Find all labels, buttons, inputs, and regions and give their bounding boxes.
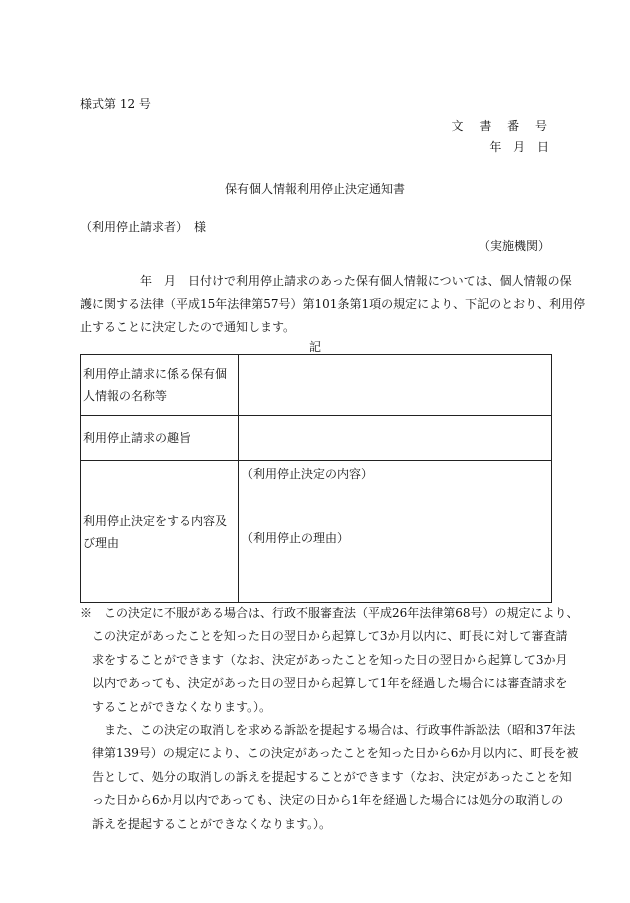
document-number-label: 文 書 番 号 [451, 119, 553, 133]
decision-reason-label: （利用停止の理由） [241, 531, 350, 545]
notes [80, 602, 579, 836]
note-line: 以内であっても、決定があった日の翌日から起算して1年を経過した場合には審査請求を [92, 676, 568, 691]
body-line: 護に関する法律（平成15年法律第57号）第101条第1項の規定により、下記のとおり、利用停 [80, 297, 586, 311]
note-line: った日から6か月以内であっても、決定の日から1年を経過した場合には処分の取消しの [92, 793, 564, 808]
table-label-decision-reason: 利用停止決定をする内容及び理由 [81, 461, 239, 603]
table-row [81, 461, 552, 603]
form-number: 様式第 12 号 [80, 97, 151, 111]
decision-table [80, 354, 552, 603]
body-line: 年 月 日付けで利用停止請求のあった保有個人情報については、個人情報の保 [80, 274, 572, 288]
table-label-info-name: 利用停止請求に係る保有個人情報の名称等 [81, 355, 239, 416]
note-line: ※ この決定に不服がある場合は、行政不服審査法（平成26年法律第68号）の規定により、 [80, 606, 579, 620]
table-row [81, 355, 552, 416]
addressee: （利用停止請求者） 様 [80, 220, 207, 234]
table-label-purpose: 利用停止請求の趣旨 [81, 416, 239, 461]
note-line: また、この決定の取消しを求める訴訟を提起する場合は、行政事件訴訟法（昭和37年法 [92, 723, 576, 738]
page-title: 保有個人情報利用停止決定通知書 [224, 182, 405, 196]
note-line: 律第139号）の規定により、この決定があったことを知った日から6か月以内に、町長を被 [92, 746, 579, 761]
body-line: 止することに決定したので通知します。 [80, 320, 296, 334]
table-value-purpose [239, 416, 552, 461]
note-line: この決定があったことを知った日の翌日から起算して3か月以内に、町長に対して審査請 [92, 629, 568, 644]
date-label: 年 月 日 [489, 140, 553, 154]
note-line: 訴えを提起することができなくなります。）。 [92, 816, 332, 831]
note-line: 告として、処分の取消しの訴えを提起することができます（なお、決定があったことを知 [92, 769, 572, 784]
issuing-agency: （実施機関） [477, 239, 550, 253]
decision-content-label: （利用停止決定の内容） [241, 467, 374, 481]
table-row [81, 416, 552, 461]
table-value-decision-reason [239, 461, 552, 603]
note-line: 求をすることができます（なお、決定があったことを知った日の翌日から起算して3か月 [92, 652, 568, 667]
body-text [80, 270, 586, 339]
ki-heading: 記 [308, 340, 321, 354]
table-value-info-name [239, 355, 552, 416]
note-line: することができなくなります。）。 [92, 699, 272, 714]
